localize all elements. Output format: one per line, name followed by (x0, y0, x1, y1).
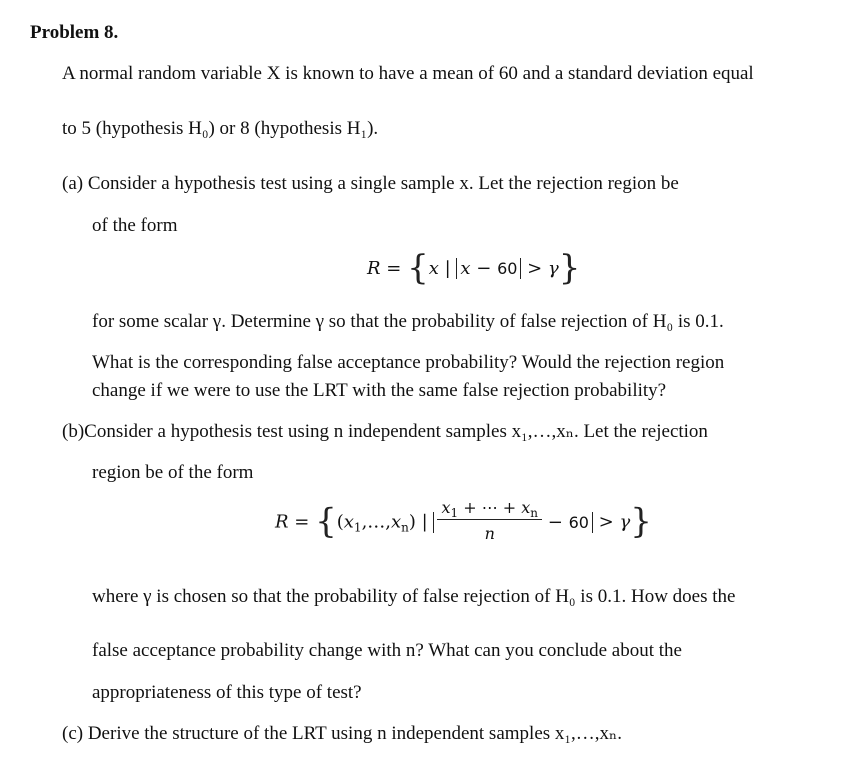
part-b-line-4: false acceptance probability change with n? What can you conclude about the (92, 640, 682, 661)
part-a-line-3: for some scalar γ. Determine γ so that the probability of false rejection of H₀ is 0.1. (92, 311, 724, 332)
problem-title: Problem 8. (30, 22, 119, 43)
part-a-line-5: change if we were to use the LRT with the same false rejection probability? (92, 380, 667, 401)
part-b-line-3: where γ is chosen so that the probability of false rejection of H₀ is 0.1. How does the (92, 586, 736, 607)
part-b-line-5: appropriateness of this type of test? (92, 682, 362, 703)
part-a-equation: R = {x | x − 60 > γ} (367, 248, 581, 288)
part-a-line-1: (a) Consider a hypothesis test using a single sample x. Let the rejection region be (62, 173, 679, 194)
part-b-line-2: region be of the form (92, 462, 254, 483)
part-c-line-1: (c) Derive the structure of the LRT using n independent samples x₁,…,xₙ. (62, 723, 622, 744)
intro-line-2: to 5 (hypothesis H₀) or 8 (hypothesis H₁). (62, 118, 379, 139)
part-b-equation: $R = \{(x_1,\dots,x_n)$ | $\frac{x_1 + \cdots + x_n}{n}$ − 60 > γ} (275, 498, 652, 543)
part-a-line-4: What is the corresponding false acceptance probability? Would the rejection region (92, 352, 725, 373)
part-a-line-2: of the form (92, 215, 178, 236)
part-b-line-1: (b)Consider a hypothesis test using n independent samples x₁,…,xₙ. Let the rejection (62, 421, 708, 442)
intro-line-1: A normal random variable X is known to have a mean of 60 and a standard deviation equal (62, 63, 754, 84)
